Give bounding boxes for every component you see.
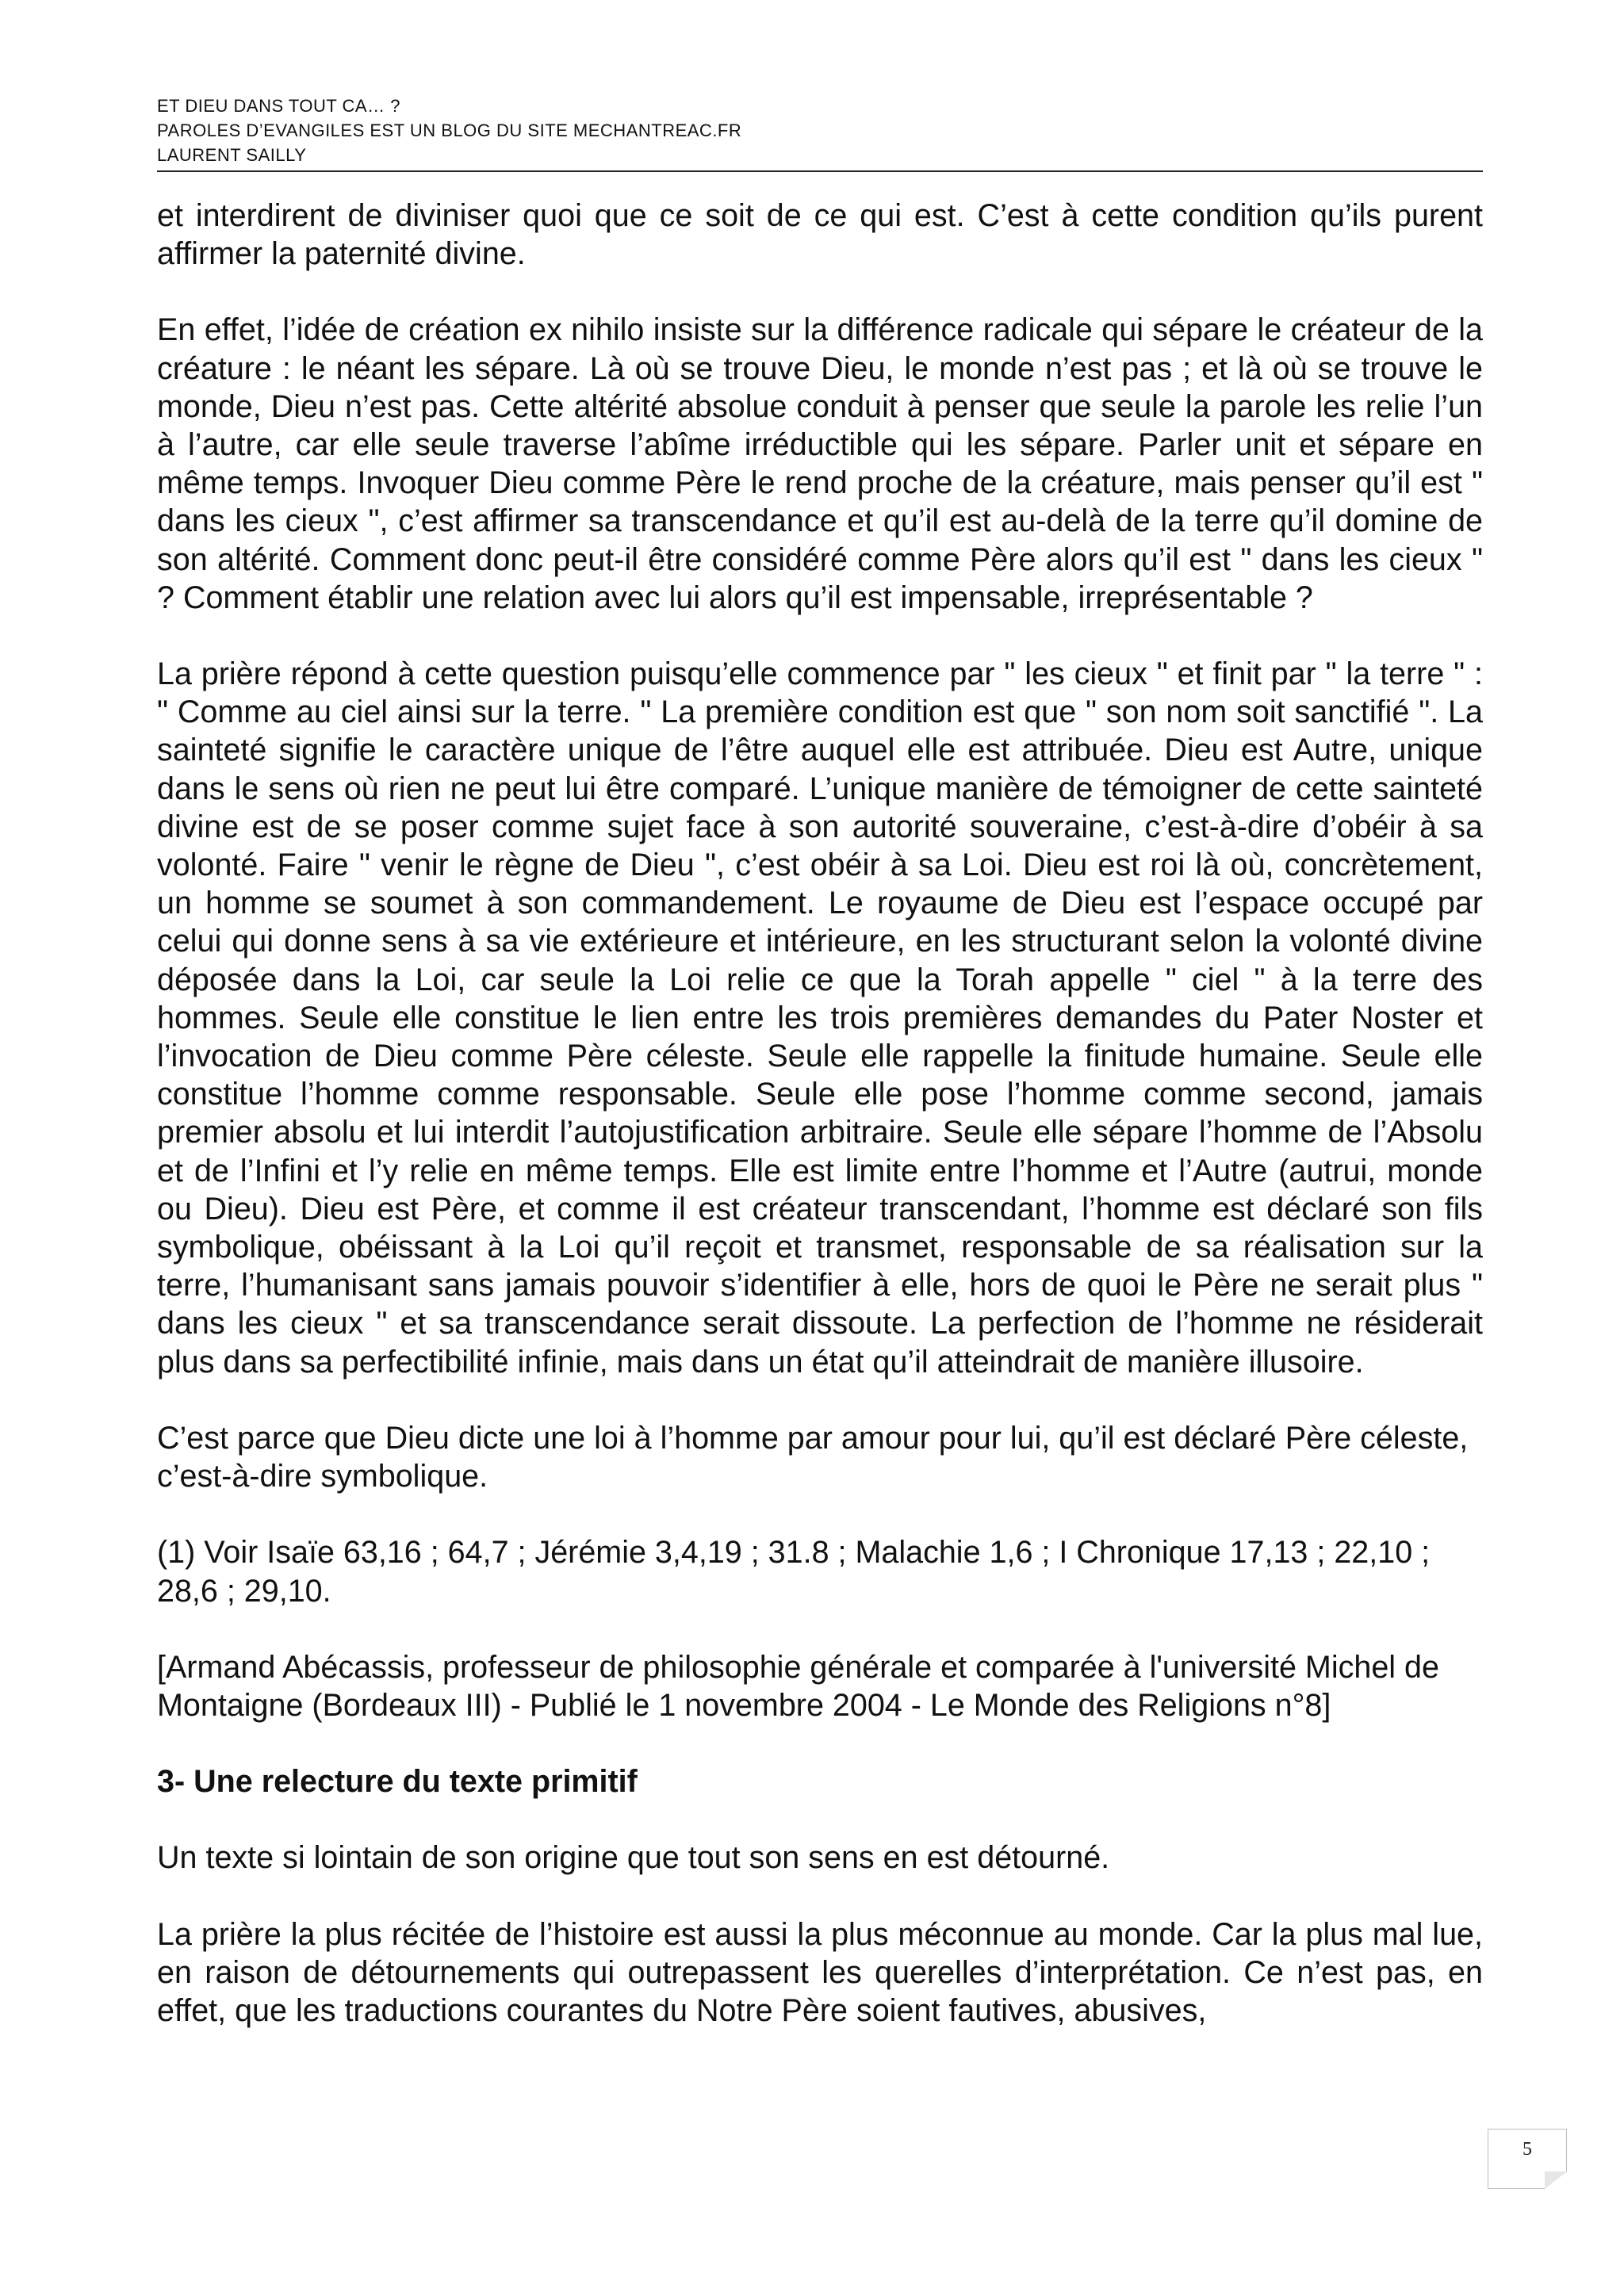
page-number: 5 [1522, 2139, 1532, 2160]
document-body [157, 197, 1483, 2068]
document-header [157, 94, 1483, 172]
header-blog-subtitle: PAROLES D’EVANGILES EST UN BLOG DU SITE MECHANTREAC.FR [157, 121, 742, 140]
paragraph-source-citation: [Armand Abécassis, professeur de philosophie générale et comparée à l'université Michel de Montaigne (Bordeaux III) - Publié le 1 novembre 2004 - Le Monde des Religions n°8] [157, 1649, 1439, 1723]
paragraph-continuation: et interdirent de diviniser quoi que ce soit de ce qui est. C’est à cette condition qu’ils purent affirmer la paternité divine. [157, 198, 1483, 272]
section-heading: 3- Une relecture du texte primitif [157, 1764, 638, 1800]
paragraph-most-recited-prayer: La prière la plus récitée de l’histoire est aussi la plus méconnue au monde. Car la plus mal lue, en raison de détournements qui outrepassent les querelles d’interprétation. Ce n’est pas, en effet, que les traductions courantes du Notre Père soient fautives, abusives, [157, 1916, 1483, 2028]
paragraph-celestial-father: C’est parce que Dieu dicte une loi à l’homme par amour pour lui, qu’il est déclaré Père céleste, c’est-à-dire symbolique. [157, 1420, 1469, 1494]
header-blog-title: ET DIEU DANS TOUT CA… ? [157, 96, 400, 116]
header-author: LAURENT SAILLY [157, 145, 307, 165]
paragraph-section-intro: Un texte si lointain de son origine que tout son sens en est détourné. [157, 1840, 1110, 1876]
paragraph-footnote-references: (1) Voir Isaïe 63,16 ; 64,7 ; Jérémie 3,4,19 ; 31.8 ; Malachie 1,6 ; I Chronique 17,13 ; 22,10 ; 28,6 ; 29,10. [157, 1535, 1431, 1609]
paragraph-prayer-answer: La prière répond à cette question puisqu’elle commence par " les cieux " et finit par " la terre " : " Comme au ciel ainsi sur la terre. " La première condition est que " son nom soit sanctifié ". La sainteté signifie le caractère unique de l’être auquel elle est attribuée. Dieu est Autre, unique dans le sens où rien ne peut lui être comparé. L’unique manière de témoigner de cette sainteté divine est de se poser comme sujet face à son autorité souveraine, c’est-à-dire d’obéir à sa volonté. Faire " venir le règne de Dieu ", c’est obéir à sa Loi. Dieu est roi là où, concrètement, un homme se soumet à son commandement. Le royaume de Dieu est l’espace occupé par celui qui donne sens à sa vie extérieure et intérieure, en les structurant selon la volonté divine déposée dans la Loi, car seule la Loi relie ce que la Torah appelle " ciel " à la terre des hommes. Seule elle constitue le lien entre les trois premières demandes du Pater Noster et l’invocation de Dieu comme Père céleste. Seule elle rappelle la finitude humaine. Seule elle constitue l’homme comme responsable. Seule elle pose l’homme comme second, jamais premier absolu et lui interdit l’autojustification arbitraire. Seule elle sépare l’homme de l’Absolu et de l’Infini et l’y relie en même temps. Elle est limite entre l’homme et l’Autre (autrui, monde ou Dieu). Dieu est Père, et comme il est créateur transcendant, l’homme est déclaré son fils symbolique, obéissant à la Loi qu’il reçoit et transmet, responsable de sa réalisation sur la terre, l’humanisant sans jamais pouvoir s’identifier à elle, hors de quoi le Père ne serait plus " dans les cieux " et sa transcendance serait dissoute. La perfection de l’homme ne résiderait plus dans sa perfectibilité infinie, mais dans un état qu’il atteindrait de manière illusoire. [157, 656, 1483, 1380]
paragraph-creation-ex-nihilo: En effet, l’idée de création ex nihilo insiste sur la différence radicale qui sépare le créateur de la créature : le néant les sépare. Là où se trouve Dieu, le monde n’est pas ; et là où se trouve le monde, Dieu n’est pas. Cette altérité absolue conduit à penser que seule la parole les relie l’un à l’autre, car elle seule traverse l’abîme irréductible qui les sépare. Parler unit et sépare en même temps. Invoquer Dieu comme Père le rend proche de la créature, mais penser qu’il est " dans les cieux ", c’est affirmer sa transcendance et qu’il est au-delà de la terre qu’il domine de son altérité. Comment donc peut-il être considéré comme Père alors qu’il est " dans les cieux " ? Comment établir une relation avec lui alors qu’il est impensable, irreprésentable ? [157, 312, 1483, 615]
